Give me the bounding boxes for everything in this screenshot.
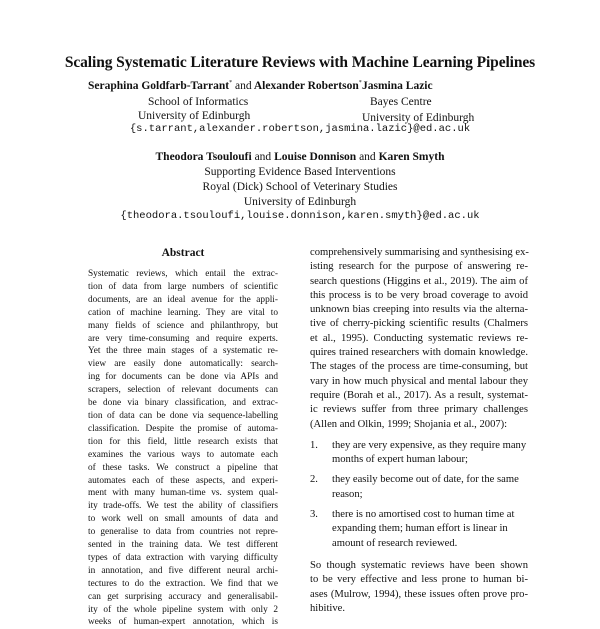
author-email: {theodora.tsouloufi,louise.donnison,karen.smyth}@ed.ac.uk [120, 210, 480, 222]
abstract-body [88, 268, 278, 629]
author-name: Seraphina Goldfarb-Tarrant [88, 80, 230, 92]
text-line: comprehensively summarising and synthesising ex- [310, 247, 529, 258]
affiliation-line: University of Edinburgh [362, 112, 475, 124]
text-line: tion of data can be done via sequence-labelling [88, 410, 278, 421]
text-line: unknown bias creeping into results via the alterna- [310, 304, 528, 316]
text-line: (Allen and Olkin, 1999; Shojania et al., 2007): [310, 418, 508, 430]
author-name: Alexander Robertson [253, 80, 359, 92]
text-line: sented in the training data. We test different [88, 540, 278, 551]
author-conjunction: and [234, 80, 252, 92]
text-line: quires trained researchers with domain knowledge. [310, 347, 528, 359]
text-line: to be very effective and less prone to human bi- [310, 574, 528, 586]
intro-column [310, 246, 528, 616]
text-line: automates each of these aspects, and experi- [88, 475, 278, 486]
text-line: search questions (Higgins et al., 2019). The aim of [310, 275, 528, 287]
affiliation-line: School of Informatics [148, 96, 249, 108]
text-line: they are very expensive, as they require many [332, 439, 527, 451]
text-line: cation of machine learning. They are vital to [88, 307, 278, 318]
text-line: many fields of science and philanthropy, but [88, 320, 278, 331]
text-line: classification. Despite the promise of automa- [88, 423, 278, 434]
text-line: The stages of the process are time-consuming, but [310, 361, 528, 373]
text-line: to work well on small amounts of data and [88, 514, 278, 525]
text-line: isting research for the purpose of answering re- [310, 261, 528, 273]
author-name: Theodora Tsouloufi [155, 151, 252, 163]
text-line: view are easily done automatically: search- [88, 359, 278, 370]
text-line: of these tasks. We construct a pipeline that [88, 462, 278, 473]
author-conjunction: and [254, 151, 272, 163]
affiliation-line: Supporting Evidence Based Interventions [204, 166, 396, 178]
paper-title: Scaling Systematic Literature Reviews with Machine Learning Pipelines [64, 54, 536, 71]
text-line: they easily become out of date, for the same [332, 474, 519, 486]
author-mark: * [358, 80, 362, 87]
author-conjunction: and [359, 151, 376, 163]
text-line: tectures to do the extraction. We find that we [88, 578, 278, 589]
list-item [310, 473, 528, 502]
list-number: 3. [310, 509, 318, 521]
text-line: ing for documents can be done via APIs and [88, 372, 278, 383]
text-line: to generalise to data from countries not repre- [88, 527, 278, 538]
text-line: Yet the three main stages of a systematic re- [88, 346, 278, 357]
affiliation-line: University of Edinburgh [243, 196, 357, 208]
text-line: there is no amortised cost to human time at [332, 509, 515, 521]
text-line: in annotation, and five different neural archi- [88, 565, 278, 576]
author-names-row2 [0, 151, 600, 166]
author-name: Karen Smyth [378, 151, 445, 163]
text-line: ases (Mulrow, 1994), these issues often prove pro- [310, 588, 528, 600]
author-name: Jasmina Lazic [362, 80, 433, 92]
text-line: this process is to be very broad coverage to avoid [310, 289, 528, 301]
text-line: expanding them; human effort is linear in [332, 523, 508, 535]
affiliation-line: Bayes Centre [370, 96, 432, 108]
list-item [310, 439, 528, 468]
text-line: documents, are an ideal avenue for the appli- [88, 294, 278, 305]
text-line: tion of data from large numbers of scientific [88, 281, 278, 292]
author-name: Louise Donnison [274, 151, 357, 163]
intro-paragraph [310, 246, 528, 432]
text-line: weeks of human-expert annotation, which is [88, 617, 278, 628]
text-line: amount of research reviewed. [332, 537, 458, 549]
text-line: reason; [332, 488, 363, 500]
affiliation-left [138, 96, 251, 124]
author-mark: * [229, 80, 233, 87]
text-line: examines the various ways to automate each [88, 449, 278, 460]
author-names-row1 [88, 80, 362, 92]
text-line: types of data extraction with varying difficulty [88, 552, 278, 563]
text-line: tive of cherry-picking scientific results (Chalmers [310, 318, 528, 330]
text-line: tion for this field, little research exists that [88, 436, 278, 447]
affiliation-line: Royal (Dick) School of Veterinary Studies [202, 181, 398, 193]
abstract-heading: Abstract [161, 247, 205, 259]
text-line: hibitive. [310, 602, 346, 614]
text-line: ity trade-offs. We test the ability of classifiers [88, 501, 278, 512]
text-line: ment with many human-time vs. system qual- [88, 488, 278, 499]
text-line: be done via binary classification, and extrac- [88, 398, 278, 409]
text-line: ic reviews suffer from three primary challenges [310, 404, 528, 416]
text-line: can get surprising accuracy and generalisabil- [88, 591, 278, 602]
author-block-2 [0, 151, 600, 211]
text-line: So though systematic reviews have been shown [310, 559, 528, 571]
list-number: 2. [310, 474, 318, 486]
text-line: are very time-consuming and require experts. [88, 333, 278, 344]
list-number: 1. [310, 439, 318, 451]
text-line: months of expert human labour; [332, 454, 468, 466]
challenge-list [310, 439, 528, 551]
text-line: ity of the whole pipeline system with only 2 [88, 604, 278, 615]
text-line: scrapers, selection of relevant documents can [88, 385, 278, 396]
text-line: Systematic reviews, which entail the extrac- [88, 269, 278, 279]
affiliation-line: University of Edinburgh [138, 110, 251, 122]
intro-paragraph [310, 559, 528, 616]
text-line: require (Borah et al., 2017). As a result, systemat- [310, 389, 528, 401]
list-item [310, 508, 528, 551]
text-line: et al., 1995). Conducting systematic reviews re- [310, 332, 528, 344]
affiliation-right [362, 80, 475, 128]
author-email: {s.tarrant,alexander.robertson,jasmina.lazic}@ed.ac.uk [129, 123, 471, 135]
text-line: vary in how much physical and mental labour they [310, 375, 528, 387]
